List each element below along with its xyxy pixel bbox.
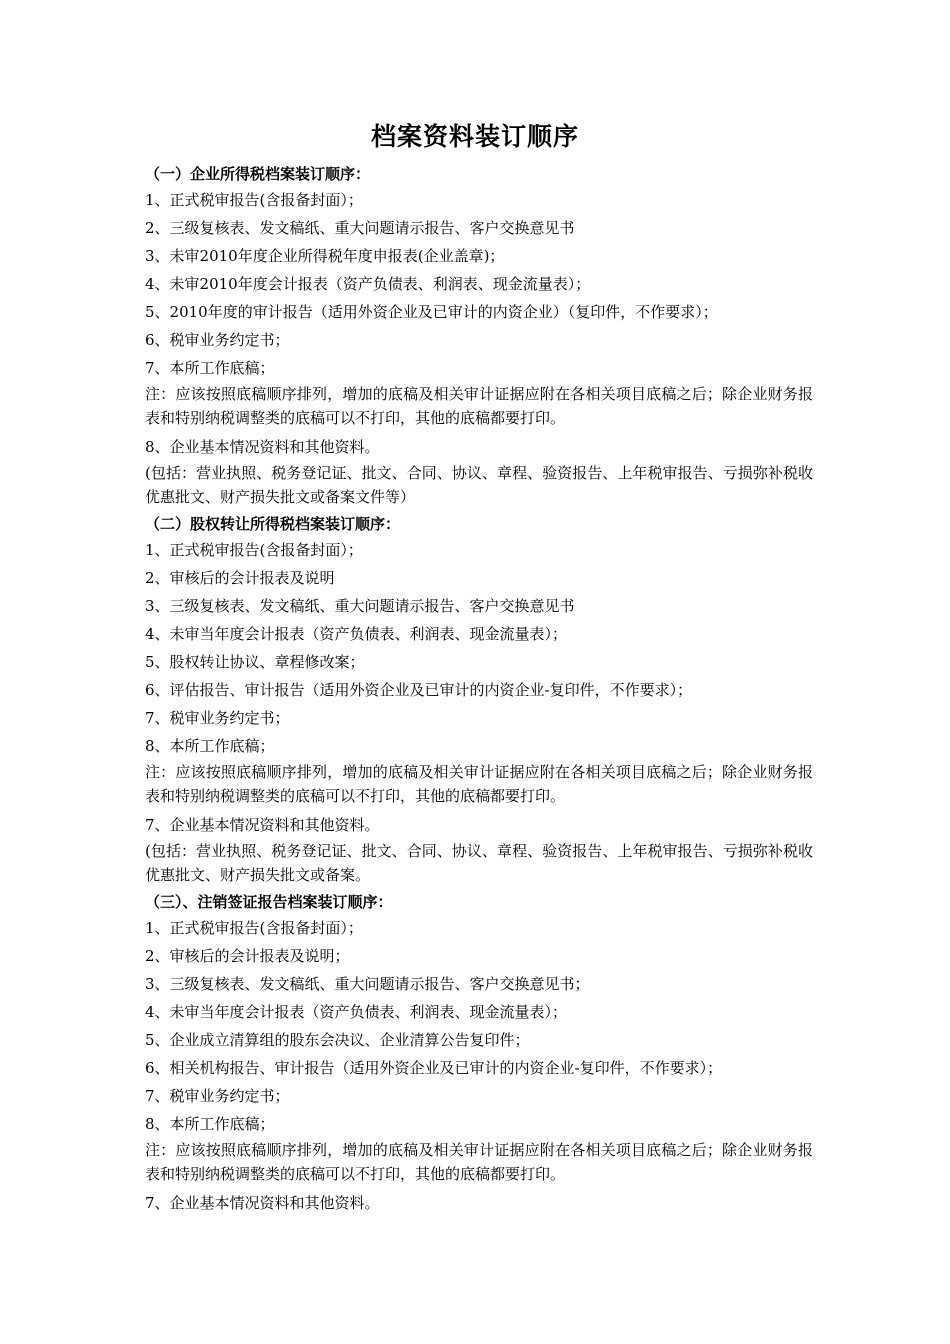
list-item: 7、税审业务约定书； (145, 709, 290, 727)
list-item: 5、股权转让协议、章程修改案； (145, 653, 365, 671)
section-equity-transfer-tax (145, 512, 813, 887)
list-item: 6、税审业务约定书； (145, 331, 290, 349)
section-heading: （三）、注销签证报告档案装订顺序： (145, 893, 393, 911)
list-item: 8、企业基本情况资料和其他资料。 (145, 438, 380, 456)
list-item: 4、未审当年度会计报表（资产负债表、利润表、现金流量表）； (145, 625, 568, 643)
list-item: 7、本所工作底稿； (145, 359, 275, 377)
list-item: 8、本所工作底稿； (145, 737, 275, 755)
section-corporate-income-tax (145, 162, 813, 509)
document-title: 档案资料装订顺序 (370, 122, 579, 151)
list-item: 2、审核后的会计报表及说明 (145, 569, 335, 587)
includes-paragraph: (包括：营业执照、税务登记证、批文、合同、协议、章程、验资报告、上年税审报告、亏损弥补税收优惠批文、财产损失批文或备案。 (145, 842, 813, 884)
list-item: 7、企业基本情况资料和其他资料。 (145, 816, 380, 834)
list-item: 3、未审2010年度企业所得税年度申报表(企业盖章)； (145, 247, 505, 265)
list-item: 2、审核后的会计报表及说明； (145, 947, 350, 965)
section-heading: （二）股权转让所得税档案装订顺序： (145, 515, 401, 533)
list-item: 4、未审2010年度会计报表（资产负债表、利润表、现金流量表）； (145, 275, 591, 293)
document-body (145, 162, 813, 1217)
list-item: 3、三级复核表、发文稿纸、重大问题请示报告、客户交换意见书 (145, 597, 575, 615)
list-item: 6、相关机构报告、审计报告（适用外资企业及已审计的内资企业-复印件，不作要求）； (145, 1059, 723, 1077)
list-item: 3、三级复核表、发文稿纸、重大问题请示报告、客户交换意见书； (145, 975, 590, 993)
section-deregistration-report (145, 890, 813, 1217)
list-item: 5、企业成立清算组的股东会决议、企业清算公告复印件； (145, 1031, 530, 1049)
list-item: 7、税审业务约定书； (145, 1087, 290, 1105)
list-item: 6、评估报告、审计报告（适用外资企业及已审计的内资企业-复印件，不作要求）； (145, 681, 693, 699)
includes-paragraph: (包括：营业执照、税务登记证、批文、合同、协议、章程、验资报告、上年税审报告、亏损弥补税收优惠批文、财产损失批文或备案文件等） (145, 464, 813, 506)
note-paragraph: 注：应该按照底稿顺序排列，增加的底稿及相关审计证据应附在各相关项目底稿之后；除企业财务报表和特别纳税调整类的底稿可以不打印，其他的底稿都要打印。 (145, 385, 813, 427)
list-item: 2、三级复核表、发文稿纸、重大问题请示报告、客户交换意见书 (145, 219, 575, 237)
list-item: 4、未审当年度会计报表（资产负债表、利润表、现金流量表）； (145, 1003, 568, 1021)
list-item: 8、本所工作底稿； (145, 1115, 275, 1133)
section-heading: （一）企业所得税档案装订顺序： (145, 165, 371, 183)
list-item: 5、2010年度的审计报告（适用外资企业及已审计的内资企业）（复印件，不作要求）； (145, 303, 718, 321)
note-paragraph: 注：应该按照底稿顺序排列，增加的底稿及相关审计证据应附在各相关项目底稿之后；除企业财务报表和特别纳税调整类的底稿可以不打印，其他的底稿都要打印。 (145, 763, 813, 805)
list-item: 1、正式税审报告(含报备封面）； (145, 191, 363, 209)
list-item: 7、企业基本情况资料和其他资料。 (145, 1194, 380, 1212)
note-paragraph: 注：应该按照底稿顺序排列，增加的底稿及相关审计证据应附在各相关项目底稿之后；除企业财务报表和特别纳税调整类的底稿可以不打印，其他的底稿都要打印。 (145, 1141, 813, 1183)
list-item: 1、正式税审报告(含报备封面）； (145, 541, 363, 559)
list-item: 1、正式税审报告(含报备封面）； (145, 919, 363, 937)
